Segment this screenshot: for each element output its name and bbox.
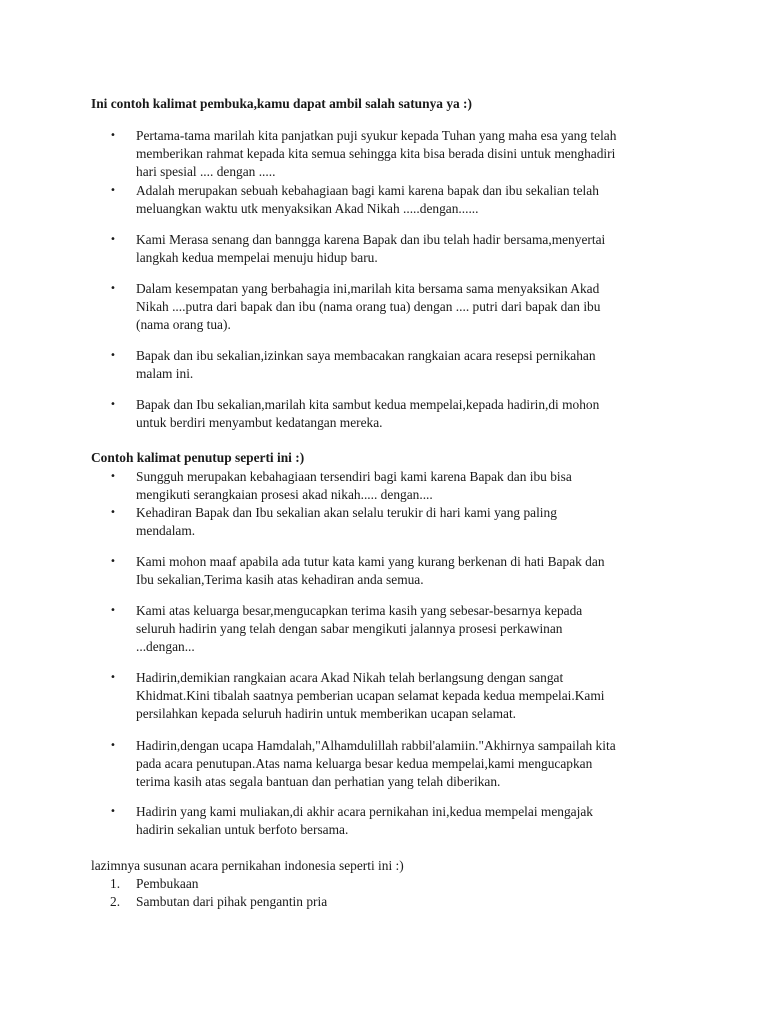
text-line: Hadirin,demikian rangkaian acara Akad Nikah telah berlangsung dengan sangat <box>136 670 564 685</box>
list-number: 2. <box>110 894 121 909</box>
text-line: Adalah merupakan sebuah kebahagiaan bagi kami karena bapak dan ibu sekalian telah <box>136 183 599 198</box>
text-line: ...dengan... <box>136 639 195 654</box>
closing-heading: Contoh kalimat penutup seperti ini :) <box>91 450 305 465</box>
text-line: Sungguh merupakan kebahagiaan tersendiri bagi kami karena Bapak dan ibu bisa <box>136 469 572 484</box>
bullet-icon: • <box>110 806 116 817</box>
opening-item-text <box>136 396 696 432</box>
text-line: Kami mohon maaf apabila ada tutur kata kami yang kurang berkenan di hati Bapak dan <box>136 554 605 569</box>
bullet-icon: • <box>110 556 116 567</box>
bullet-icon: • <box>110 350 116 361</box>
bullet-icon: • <box>110 672 116 683</box>
bullet-icon: • <box>110 234 116 245</box>
bullet-icon: • <box>110 740 116 751</box>
text-line: Bapak dan ibu sekalian,izinkan saya membacakan rangkaian acara resepsi pernikahan <box>136 348 596 363</box>
text-line: untuk berdiri menyambut kedatangan mereka. <box>136 415 383 430</box>
text-line: hadirin sekalian untuk berfoto bersama. <box>136 822 349 837</box>
text-line: (nama orang tua). <box>136 317 231 332</box>
list-number: 1. <box>110 876 121 891</box>
closing-item-text <box>136 602 696 656</box>
text-line: persilahkan kepada seluruh hadirin untuk memberikan ucapan selamat. <box>136 706 517 721</box>
closing-item-text <box>136 504 696 540</box>
text-line: Kehadiran Bapak dan Ibu sekalian akan selalu terukir di hari kami yang paling <box>136 505 557 520</box>
order-intro: lazimnya susunan acara pernikahan indonesia seperti ini :) <box>91 858 404 873</box>
text-line: Kami Merasa senang dan banngga karena Bapak dan ibu telah hadir bersama,menyertai <box>136 232 606 247</box>
text-line: Ibu sekalian,Terima kasih atas kehadiran anda semua. <box>136 572 424 587</box>
text-line: mengikuti serangkaian prosesi akad nikah..... dengan.... <box>136 487 433 502</box>
bullet-icon: • <box>110 283 116 294</box>
closing-item-text <box>136 803 696 839</box>
text-line: memberikan rahmat kepada kita semua sehingga kita bisa berada disini untuk menghadiri <box>136 146 616 161</box>
closing-item-text <box>136 553 696 589</box>
order-item-text: Pembukaan <box>136 876 199 891</box>
text-line: mendalam. <box>136 523 196 538</box>
text-line: Bapak dan Ibu sekalian,marilah kita sambut kedua mempelai,kepada hadirin,di mohon <box>136 397 600 412</box>
text-line: Dalam kesempatan yang berbahagia ini,marilah kita bersama sama menyaksikan Akad <box>136 281 600 296</box>
text-line: Hadirin,dengan ucapa Hamdalah,"Alhamdulillah rabbil'alamiin."Akhirnya sampailah kita <box>136 738 616 753</box>
text-line: Khidmat.Kini tibalah saatnya pemberian ucapan selamat kepada kedua mempelai.Kami <box>136 688 605 703</box>
closing-item-text <box>136 669 696 723</box>
text-line: terima kasih atas segala bantuan dan perhatian yang telah diberikan. <box>136 774 501 789</box>
text-line: pada acara penutupan.Atas nama keluarga besar kedua mempelai,kami mengucapkan <box>136 756 593 771</box>
bullet-icon: • <box>110 130 116 141</box>
text-line: malam ini. <box>136 366 194 381</box>
text-line: Pertama-tama marilah kita panjatkan puji syukur kepada Tuhan yang maha esa yang telah <box>136 128 617 143</box>
closing-item-text <box>136 468 696 504</box>
bullet-icon: • <box>110 399 116 410</box>
opening-heading: Ini contoh kalimat pembuka,kamu dapat ambil salah satunya ya :) <box>91 96 472 111</box>
order-item-text: Sambutan dari pihak pengantin pria <box>136 894 328 909</box>
text-line: langkah kedua mempelai menuju hidup baru. <box>136 250 378 265</box>
opening-item-text <box>136 347 696 383</box>
text-line: Nikah ....putra dari bapak dan ibu (nama orang tua) dengan .... putri dari bapak dan ibu <box>136 299 601 314</box>
closing-item-text <box>136 737 696 791</box>
text-line: meluangkan waktu utk menyaksikan Akad Nikah .....dengan...... <box>136 201 479 216</box>
bullet-icon: • <box>110 507 116 518</box>
opening-item-text <box>136 127 696 181</box>
bullet-icon: • <box>110 471 116 482</box>
opening-item-text <box>136 182 696 218</box>
text-line: Kami atas keluarga besar,mengucapkan terima kasih yang sebesar-besarnya kepada <box>136 603 583 618</box>
text-line: seluruh hadirin yang telah dengan sabar mengikuti jalannya prosesi perkawinan <box>136 621 563 636</box>
opening-item-text <box>136 231 696 267</box>
bullet-icon: • <box>110 185 116 196</box>
bullet-icon: • <box>110 605 116 616</box>
text-line: Hadirin yang kami muliakan,di akhir acara pernikahan ini,kedua mempelai mengajak <box>136 804 593 819</box>
text-line: hari spesial .... dengan ..... <box>136 164 276 179</box>
opening-item-text <box>136 280 696 334</box>
